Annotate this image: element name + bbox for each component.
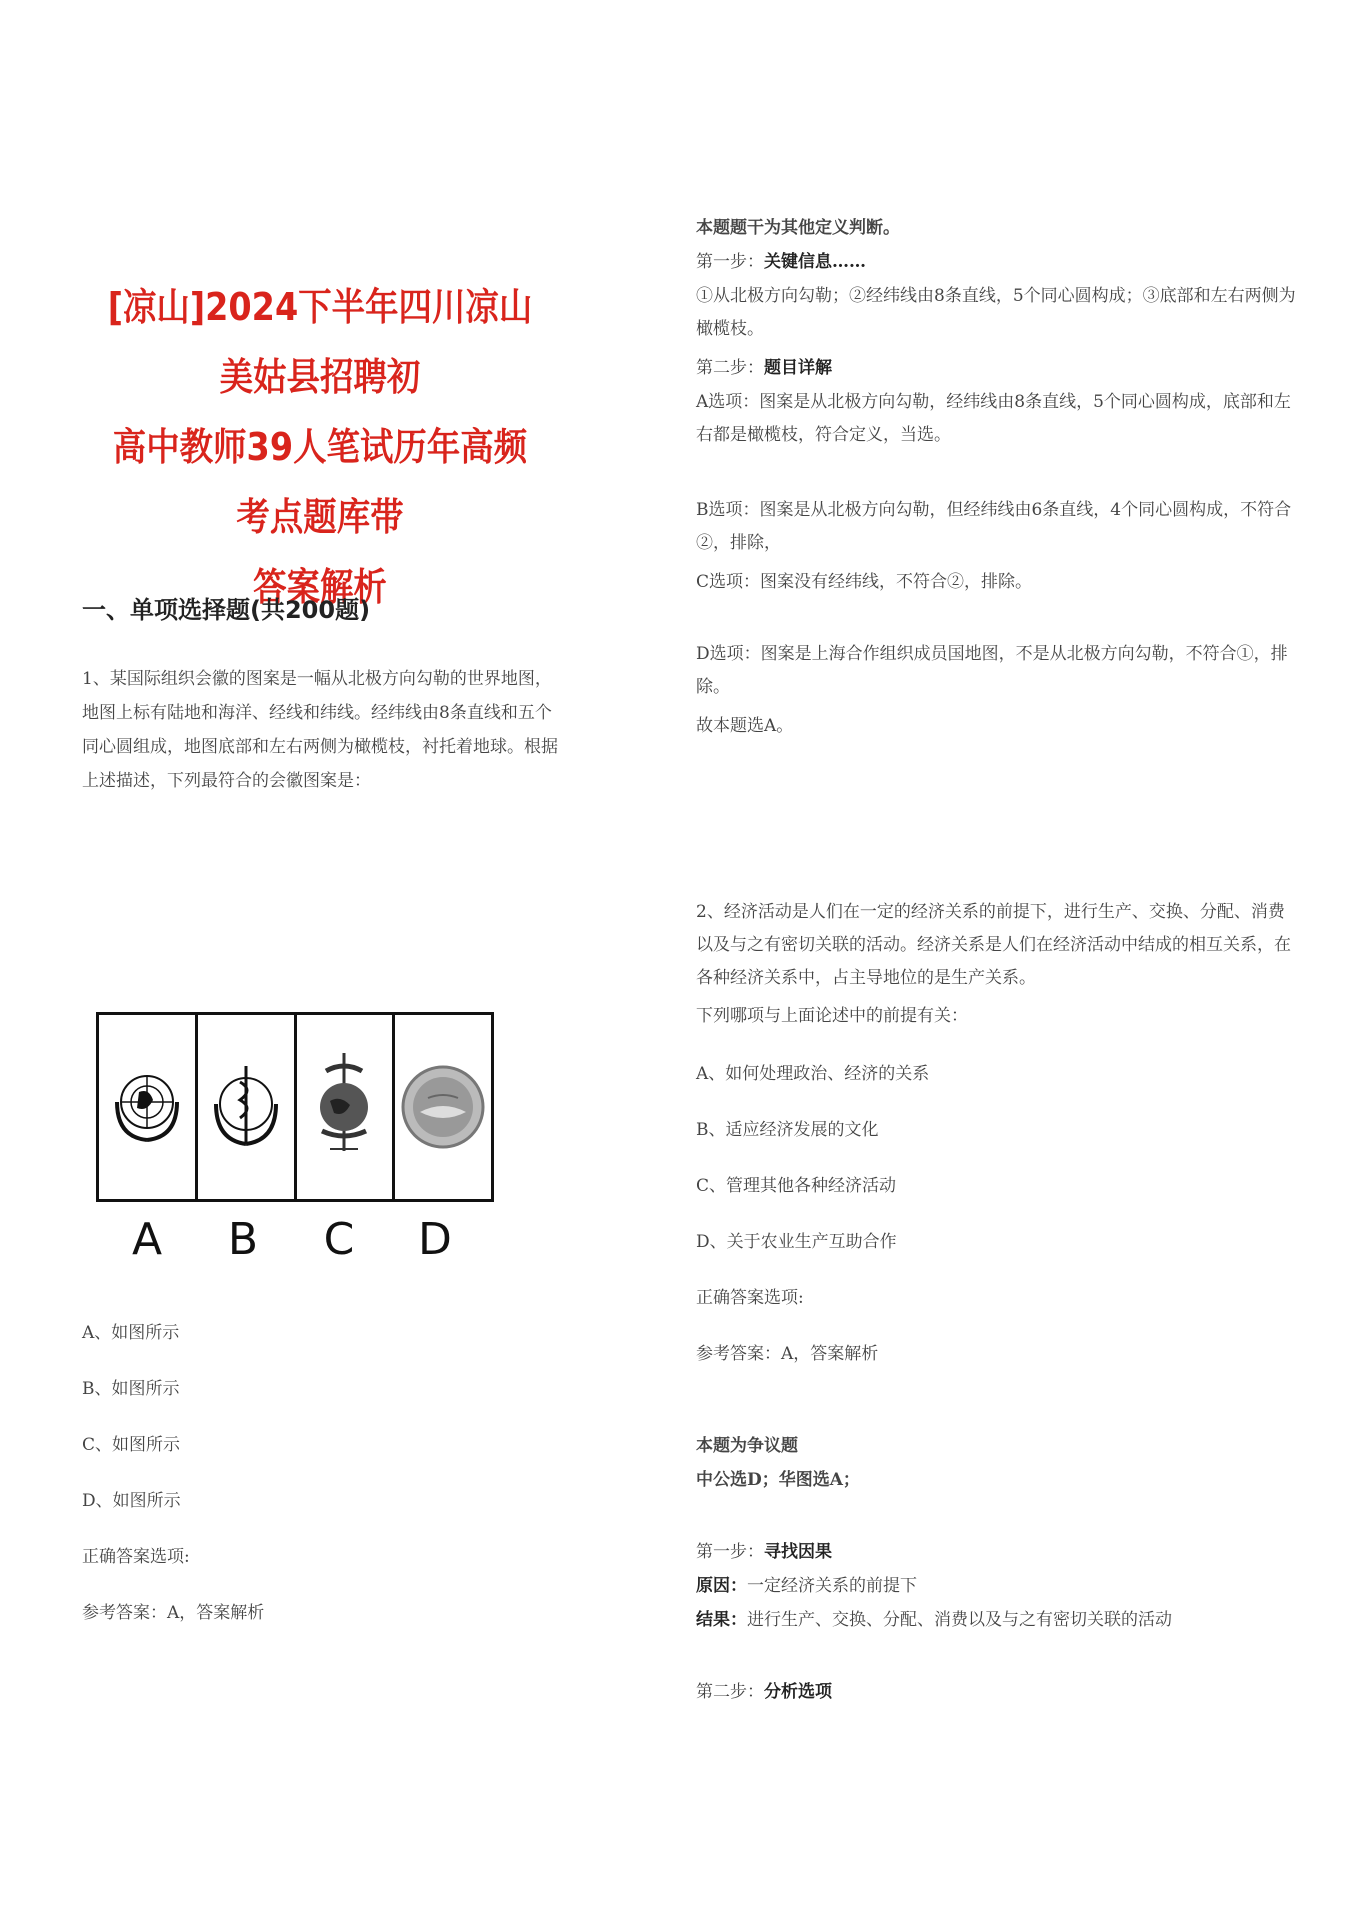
- q1-option-d-analysis: D选项：图案是上海合作组织成员国地图，不是从北极方向勾勒，不符合①，排除。: [696, 644, 1288, 697]
- section-heading: 一、单项选择题(共200题): [82, 596, 371, 624]
- emblem-grid: [96, 1012, 494, 1202]
- q2-dispute-heading: 本题为争议题: [696, 1436, 798, 1456]
- q2-option-b: B、适应经济发展的文化: [696, 1120, 879, 1140]
- step-title: 寻找因果: [764, 1542, 832, 1562]
- q1-option-d: D、如图所示: [82, 1491, 181, 1511]
- step-title: 题目详解: [764, 358, 832, 378]
- cause-label: 原因：: [696, 1576, 747, 1596]
- un-emblem-icon: [107, 1052, 187, 1162]
- figure-letter-c: C: [323, 1214, 355, 1265]
- q1-answer-prompt: 正确答案选项:: [82, 1547, 190, 1567]
- figure-letter-b: B: [227, 1214, 259, 1265]
- q1-stem: 1、某国际组织会徽的图案是一幅从北极方向勾勒的世界地图，地图上标有陆地和海洋、经线和纬线。经纬线由8条直线和五个同心圆组成，地图底部和左右两侧为橄榄枝，衬托着地球。根据上述描述，下列最符合的会徽图案是：: [82, 669, 558, 791]
- effect-text: 进行生产、交换、分配、消费以及与之有密切关联的活动: [747, 1610, 1172, 1630]
- q2-answer-prompt: 正确答案选项:: [696, 1288, 804, 1308]
- q1-option-c-analysis: C选项：图案没有经纬线，不符合②，排除。: [696, 572, 1033, 592]
- q1-option-b: B、如图所示: [82, 1379, 180, 1399]
- effect-label: 结果：: [696, 1610, 747, 1630]
- q2-stem: 2、经济活动是人们在一定的经济关系的前提下，进行生产、交换、分配、消费以及与之有密切关联的活动。经济关系是人们在经济活动中结成的相互关系，在各种经济关系中，占主导地位的是生产关系。: [696, 902, 1291, 988]
- q2-step1: [696, 1536, 1296, 1569]
- emblem-cell-c: [297, 1015, 396, 1199]
- figure-letter-a: A: [131, 1214, 163, 1265]
- q2-option-d: D、关于农业生产互助合作: [696, 1232, 897, 1252]
- q2-effect: [696, 1604, 1296, 1637]
- q1-step2: [696, 352, 1296, 385]
- emblem-cell-b: [198, 1015, 297, 1199]
- q1-figure: [90, 992, 490, 1272]
- q1-option-a-analysis: A选项：图案是从北极方向勾勒，经纬线由8条直线，5个同心圆构成，底部和左右都是橄榄枝，符合定义，当选。: [696, 392, 1291, 445]
- title-line-3: 答案解析: [253, 565, 387, 609]
- q1-explanation-heading: 本题题干为其他定义判断。: [696, 218, 900, 238]
- q2-option-c: C、管理其他各种经济活动: [696, 1176, 897, 1196]
- step-label: 第一步：: [696, 1542, 764, 1562]
- q1-conclusion: 故本题选A。: [696, 716, 794, 736]
- document-title: [100, 272, 540, 622]
- q1-option-a: A、如图所示: [82, 1323, 180, 1343]
- q2-reference-answer: 参考答案：A，答案解析: [696, 1344, 879, 1364]
- who-emblem-icon: [206, 1052, 286, 1162]
- figure-letter-d: D: [418, 1214, 452, 1265]
- cause-text: 一定经济关系的前提下: [747, 1576, 917, 1596]
- q1-option-b-analysis: B选项：图案是从北极方向勾勒，但经纬线由6条直线，4个同心圆构成，不符合②，排除，: [696, 500, 1292, 553]
- q2-step2: [696, 1676, 1296, 1709]
- emblem-cell-d: [395, 1015, 491, 1199]
- q1-reference-answer: 参考答案：A，答案解析: [82, 1603, 265, 1623]
- title-line-1: [凉山]2024下半年四川凉山美姑县招聘初: [107, 285, 533, 399]
- q2-question: 下列哪项与上面论述中的前提有关：: [696, 1006, 968, 1026]
- emblem-cell-a: [99, 1015, 198, 1199]
- interpol-emblem-icon: [304, 1047, 384, 1167]
- q1-step1: [696, 246, 1296, 279]
- title-line-2: 高中教师39人笔试历年高频考点题库带: [112, 425, 528, 539]
- step-title: 分析选项: [764, 1682, 832, 1702]
- sco-emblem-icon: [398, 1052, 488, 1162]
- step-title: 关键信息……: [764, 252, 866, 272]
- step-label: 第二步：: [696, 358, 764, 378]
- step-label: 第一步：: [696, 252, 764, 272]
- q1-step1-text: ①从北极方向勾勒；②经纬线由8条直线，5个同心圆构成；③底部和左右两侧为橄榄枝。: [696, 286, 1296, 339]
- step-label: 第二步：: [696, 1682, 764, 1702]
- q2-option-a: A、如何处理政治、经济的关系: [696, 1064, 930, 1084]
- q1-option-c: C、如图所示: [82, 1435, 181, 1455]
- q2-dispute-detail: 中公选D；华图选A；: [696, 1470, 860, 1490]
- q2-cause: [696, 1570, 1296, 1603]
